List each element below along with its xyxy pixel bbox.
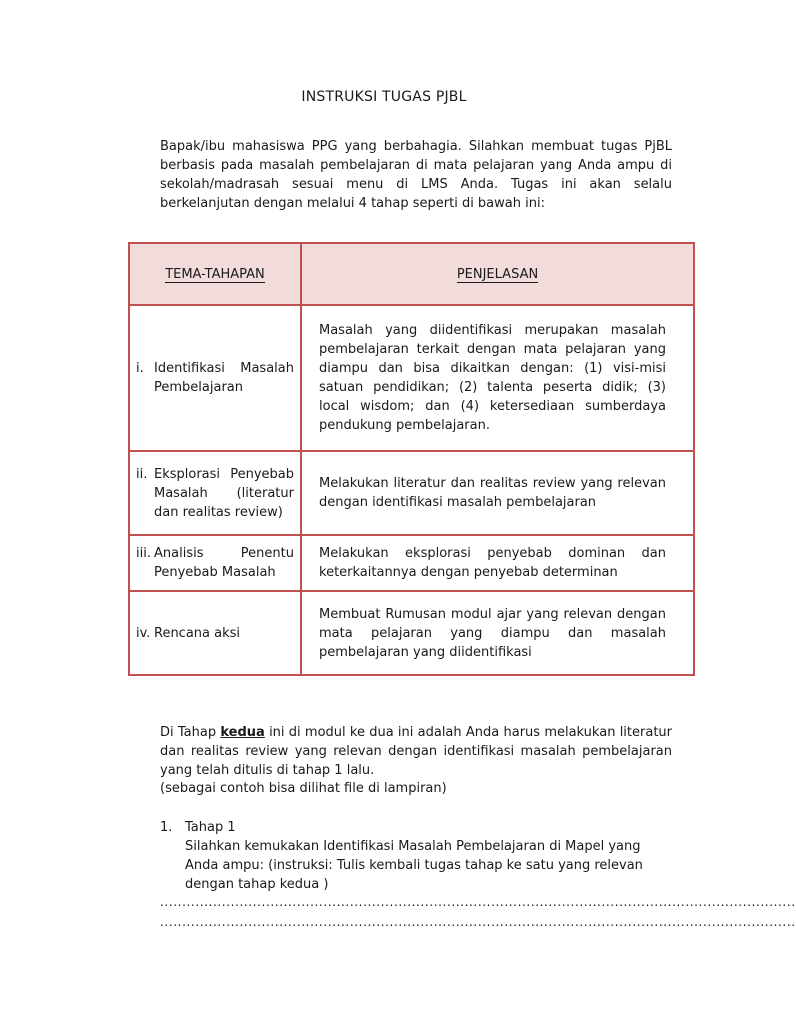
description-cell [301,591,694,675]
stage-label: Analisis Penentu Penyebab Masalah [154,546,294,580]
stages-table [128,242,695,676]
list-instruction: Silahkan kemukakan Identifikasi Masalah Pembelajaran di Mapel yang Anda ampu: (instruksi: Tulis kembali tugas tahap ke satu yang relevan dengan tahap kedua ) [185,839,643,892]
stage-number: ii. [136,466,148,482]
stage-number: iv. [136,625,151,641]
document-title: INSTRUKSI TUGAS PJBL [301,89,467,105]
keyword-kedua: kedua [220,725,265,740]
table-row [129,305,694,451]
stage-number: iii. [136,546,151,561]
answer-line[interactable]: ................................................................................................................................................ [160,915,796,929]
attachment-note: (sebagai contoh bisa dilihat file di lampiran) [160,781,447,796]
header-stage: TEMA-TAHAPAN [129,243,301,305]
stage-number: i. [136,361,144,376]
list-number: 1. [160,820,173,835]
list-heading: Tahap 1 [185,820,236,835]
stage-label: Eksplorasi Penyebab Masalah (literatur dan realitas review) [154,466,294,520]
stage-label: Rencana aksi [154,625,241,641]
table-row [129,535,694,591]
table-row [129,591,694,675]
stage-cell [129,451,301,535]
table-row [129,451,694,535]
answer-line[interactable]: ................................................................................................................................................ [160,895,796,909]
stage-description: Melakukan literatur dan realitas review yang relevan dengan identifikasi masalah pembelajaran [319,476,666,510]
stage-description: Membuat Rumusan modul ajar yang relevan dengan mata pelajaran yang diampu dan masalah pembelajaran yang diidentifikasi [319,606,666,660]
description-cell [301,535,694,591]
description-cell [301,451,694,535]
stage-cell [129,591,301,675]
task-list [160,818,674,894]
table-header-row [129,243,694,305]
header-description: PENJELASAN [301,243,694,305]
stage-cell [129,305,301,451]
intro-paragraph: Bapak/ibu mahasiswa PPG yang berbahagia. Silahkan membuat tugas PjBL berbasis pada masalah pembelajaran di mata pelajaran yang Anda ampu di sekolah/madrasah sesuai menu di LMS Anda. Tugas ini akan selalu berkelanjutan dengan melalui 4 tahap seperti di bawah ini: [160,139,672,211]
stage-description: Masalah yang diidentifikasi merupakan masalah pembelajaran terkait dengan mata pelajaran yang diampu dan bisa dikaitkan dengan: (1) visi-misi satuan pendidikan; (2) talenta peserta didik; (3) local wisdom; dan (4) ketersediaan sumberdaya pendukung pembelajaran. [319,323,666,433]
description-cell [301,305,694,451]
stage-two-paragraph: Di Tahap kedua ini di modul ke dua ini adalah Anda harus melakukan literatur dan realitas review yang relevan dengan identifikasi masalah pembelajaran yang telah ditulis di tahap 1 lalu. [160,725,672,778]
stage-description: Melakukan eksplorasi penyebab dominan dan keterkaitannya dengan penyebab determinan [319,546,666,580]
list-item [160,818,674,837]
stage-cell [129,535,301,591]
stage-label: Identifikasi Masalah Pembelajaran [154,361,294,395]
